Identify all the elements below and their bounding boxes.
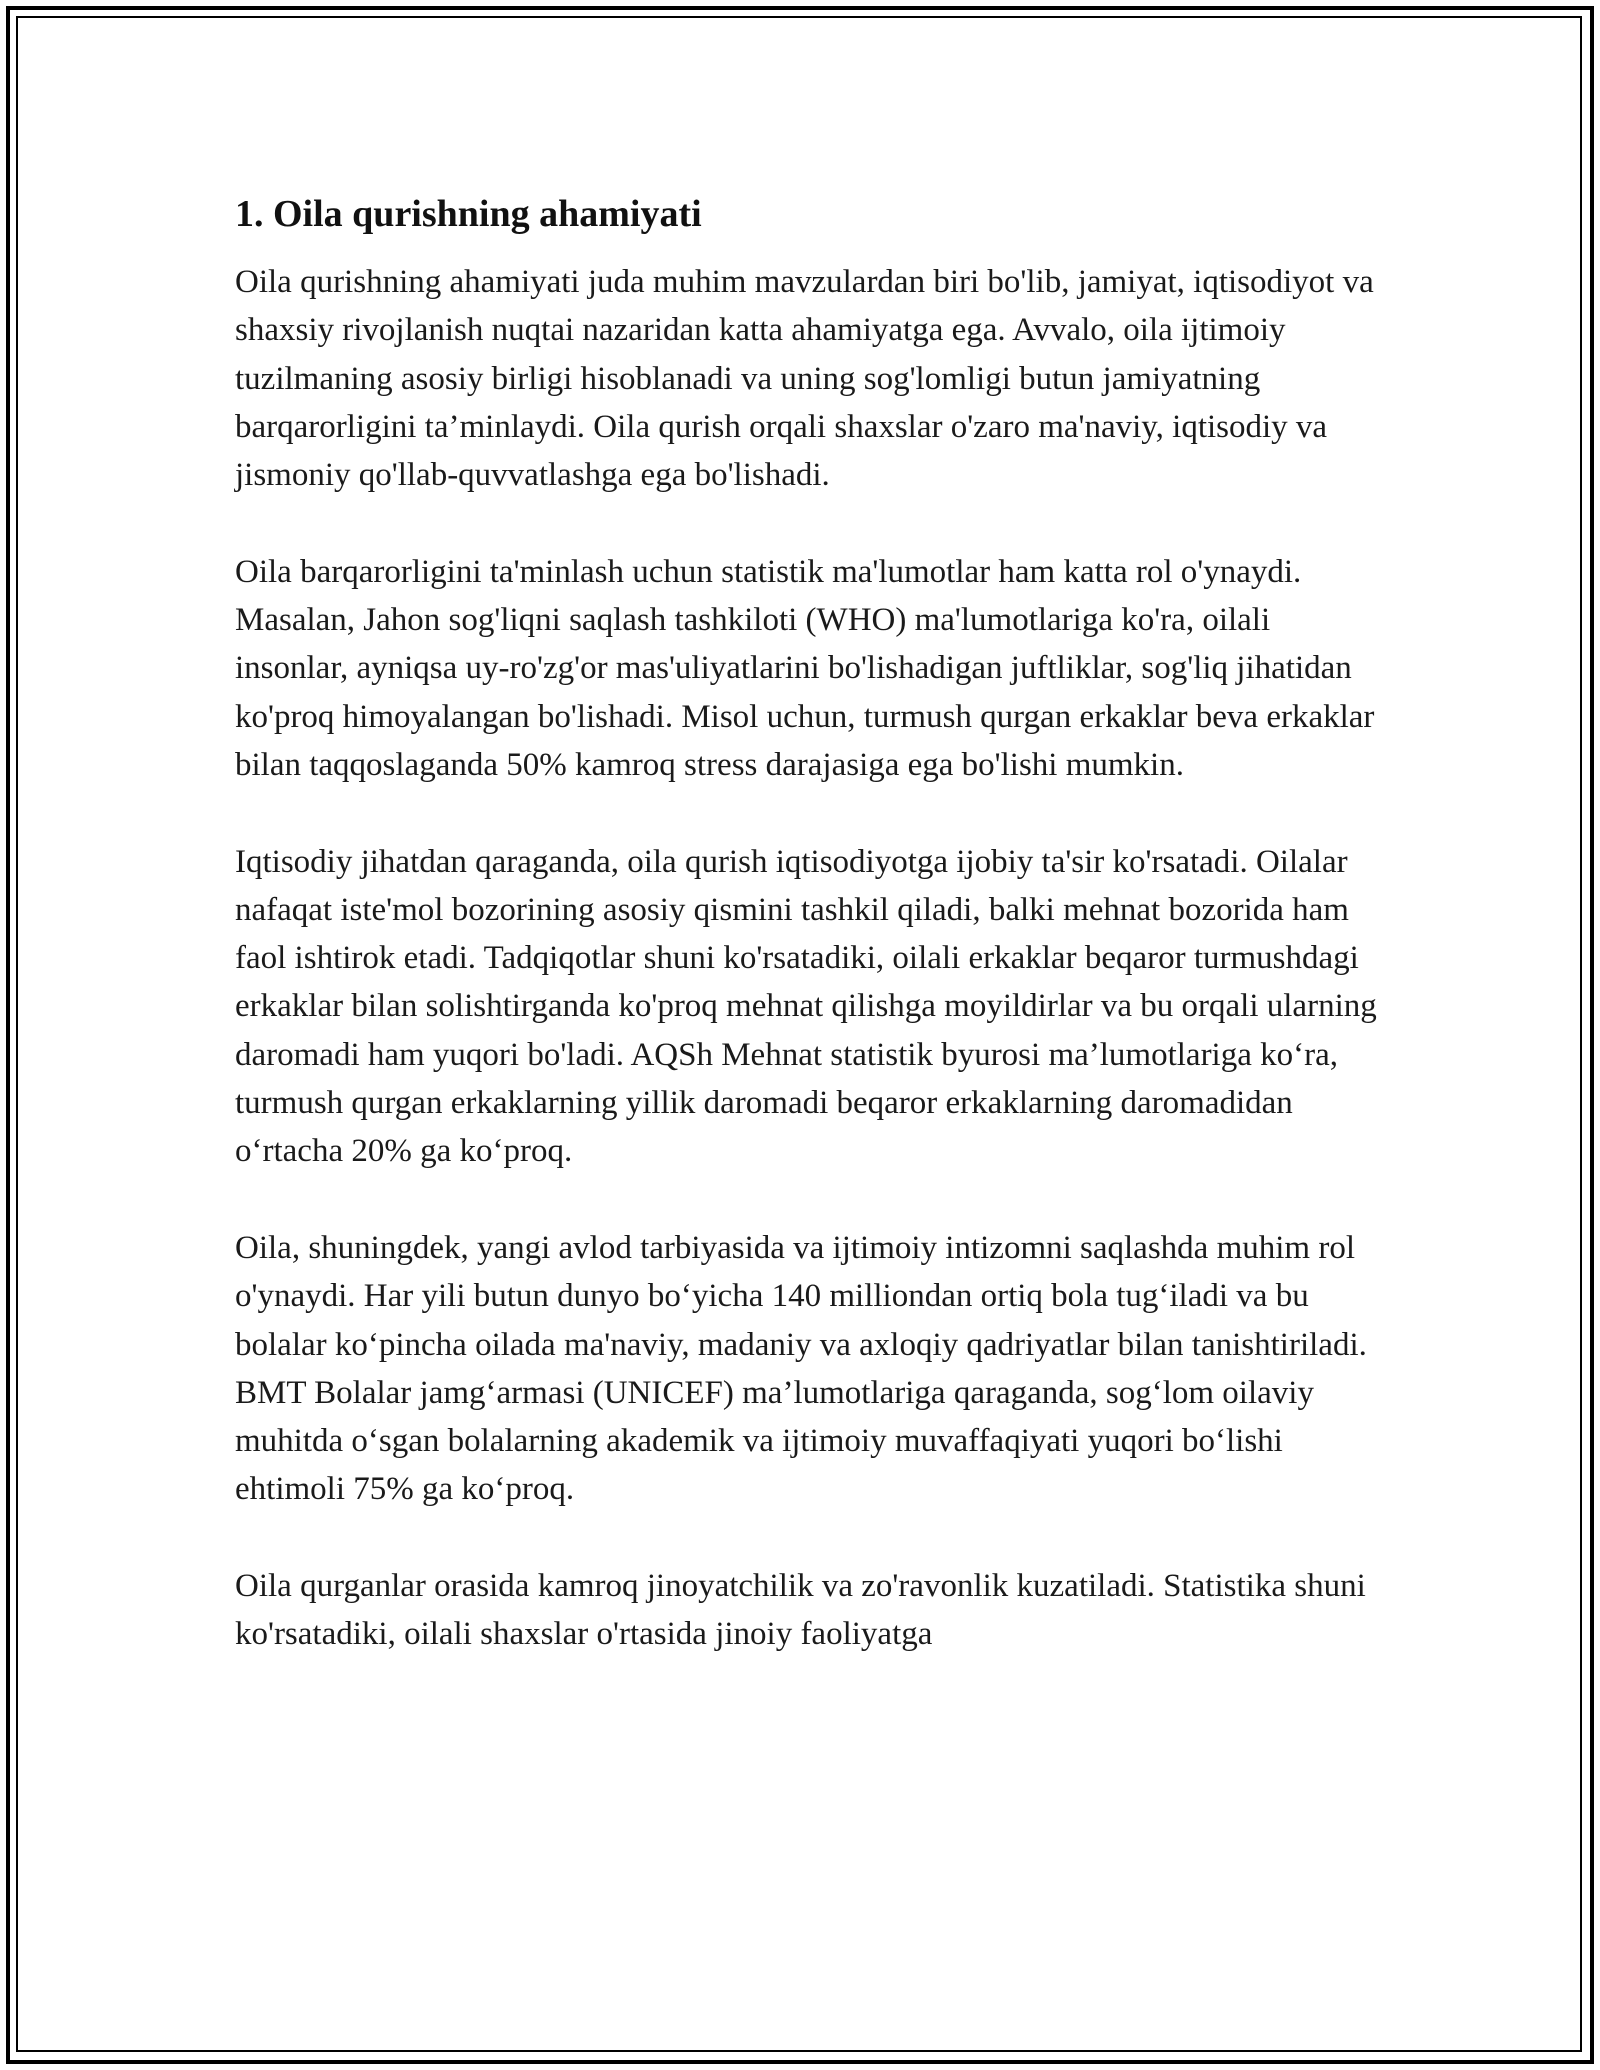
section-heading: 1. Oila qurishning ahamiyati	[235, 193, 702, 235]
paragraph-importance: Oila qurishning ahamiyati juda muhim mavzulardan biri bo'lib, jamiyat, iqtisodiyot va shaxsiy rivojlanish nuqtai nazaridan katta ahamiyatga ega. Avvalo, oila ijtimoiy tuzilmaning asosiy birligi hisoblanadi va uning sog'lomligi butun jamiyatning barqarorligini ta’minlaydi. Oila qurish orqali shaxslar o'zaro ma'naviy, iqtisodiy va jismoniy qo'llab-quvvatlashga ega bo'lishadi.	[235, 264, 1374, 494]
paragraph-crime: Oila qurganlar orasida kamroq jinoyatchilik va zo'ravonlik kuzatiladi. Statistika shuni ko'rsatadiki, oilali shaxslar o'rtasida jinoiy faoliyatga	[235, 1568, 1366, 1653]
paragraph-upbringing: Oila, shuningdek, yangi avlod tarbiyasida va ijtimoiy intizomni saqlashda muhim rol o'ynaydi. Har yili butun dunyo bo‘yicha 140 milliondan ortiq bola tug‘iladi va bu bolalar ko‘pincha oilada ma'naviy, madaniy va axloqiy qadriyatlar bilan tanishtiriladi. BMT Bolalar jamg‘armasi (UNICEF) ma’lumotlariga qaraganda, sog‘lom oilaviy muhitda o‘sgan bolalarning akademik va ijtimoiy muvaffaqiyati yuqori bo‘lishi ehtimoli 75% ga ko‘proq.	[235, 1229, 1367, 1508]
paragraph-statistics-health: Oila barqarorligini ta'minlash uchun statistik ma'lumotlar ham katta rol o'ynaydi. Masalan, Jahon sog'liqni saqlash tashkiloti (WHO) ma'lumotlariga ko'ra, oilali insonlar, ayniqsa uy-ro'zg'or mas'uliyatlarini bo'lishadigan juftliklar, sog'liq jihatidan ko'proq himoyalangan bo'lishadi. Misol uchun, turmush qurgan erkaklar beva erkaklar bilan taqqoslaganda 50% kamroq stress darajasiga ega bo'lishi mumkin.	[235, 553, 1375, 783]
paragraph-economic: Iqtisodiy jihatdan qaraganda, oila qurish iqtisodiyotga ijobiy ta'sir ko'rsatadi. Oilalar nafaqat iste'mol bozorining asosiy qismini tashkil qiladi, balki mehnat bozorida ham faol ishtirok etadi. Tadqiqotlar shuni ko'rsatadiki, oilali erkaklar beqaror turmushdagi erkaklar bilan solishtirganda ko'proq mehnat qilishga moyildirlar va bu orqali ularning daromadi ham yuqori bo'ladi. AQSh Mehnat statistik byurosi ma’lumotlariga ko‘ra, turmush qurgan erkaklarning yillik daromadi beqaror erkaklarning daromadidan o‘rtacha 20% ga ko‘proq.	[235, 843, 1377, 1170]
document-body	[235, 190, 1385, 1707]
